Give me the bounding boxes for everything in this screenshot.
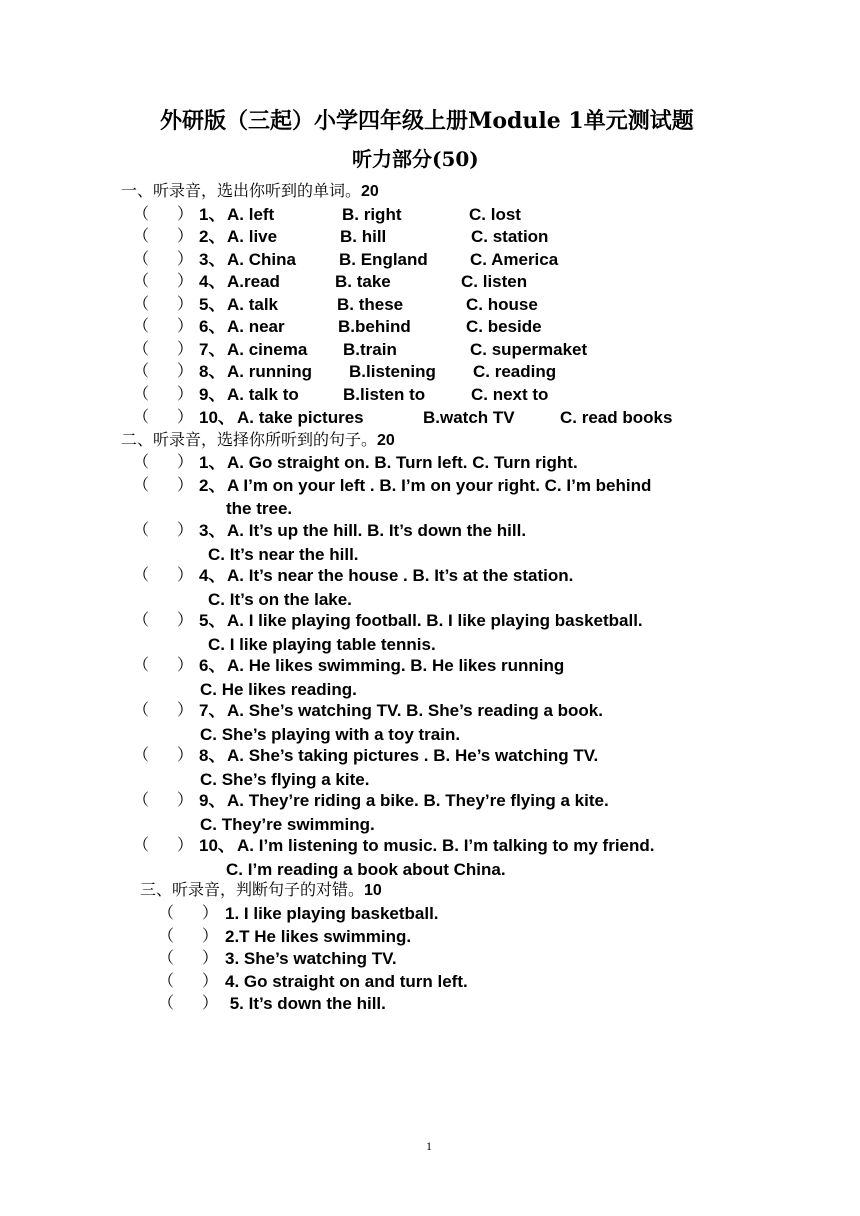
question-number: 1、 <box>199 205 226 224</box>
option-b: B. hill <box>340 227 387 246</box>
answer-paren-open: （ <box>133 316 150 335</box>
statement-text: 4. Go straight on and turn left. <box>225 972 468 991</box>
question-options-line1: A. They’re riding a bike. B. They’re flying a kite. <box>227 791 609 810</box>
answer-paren-close: ） <box>177 249 194 268</box>
question-number: 5、 <box>199 295 226 314</box>
answer-paren-close: ） <box>177 204 194 223</box>
question-options-line2: C. They’re swimming. <box>200 815 375 834</box>
question-options-line2: C. It’s near the hill. <box>208 545 359 564</box>
question-number: 2、 <box>199 476 226 495</box>
option-a: A. take pictures <box>237 408 364 427</box>
answer-paren-close: ） <box>177 384 194 403</box>
answer-paren-open: （ <box>133 271 150 290</box>
question-number: 6、 <box>199 656 226 675</box>
question-options-line1: A. It’s near the house . B. It’s at the station. <box>227 566 574 585</box>
answer-paren-close: ） <box>177 452 194 471</box>
option-c: C. listen <box>461 272 528 291</box>
question-options-line2: C. I like playing table tennis. <box>208 635 436 654</box>
answer-paren-close: ） <box>177 475 194 494</box>
question-number: 6、 <box>199 317 226 336</box>
answer-paren-open: （ <box>133 407 150 426</box>
option-a: A. China <box>227 250 296 269</box>
option-b: B.listening <box>349 362 436 381</box>
answer-paren-open: （ <box>133 610 150 629</box>
question-options-line1: A. He likes swimming. B. He likes running <box>227 656 565 675</box>
answer-paren-open: （ <box>133 745 150 764</box>
option-c: C. house <box>466 295 538 314</box>
question-number: 10、 <box>199 408 235 427</box>
option-a: A. running <box>227 362 312 381</box>
option-b: B.behind <box>338 317 411 336</box>
section-points: 20 <box>377 432 395 449</box>
section-heading-text: 三、听录音，判断句子的对错。 <box>140 880 365 899</box>
answer-paren-open: （ <box>133 361 150 380</box>
section-heading-text: 一、听录音，选出你听到的单词。 <box>121 181 362 200</box>
answer-paren-close: ） <box>202 948 219 967</box>
option-a: A. talk to <box>227 385 299 404</box>
page-subtitle: 听力部分(50) <box>352 147 479 171</box>
answer-paren-open: （ <box>158 971 175 990</box>
option-b: B.train <box>343 340 397 359</box>
answer-paren-open: （ <box>158 926 175 945</box>
question-options-line2: C. It’s on the lake. <box>208 590 352 609</box>
question-number: 8、 <box>199 362 226 381</box>
option-c: C. read books <box>560 408 673 427</box>
page-title: 外研版（三起）小学四年级上册Module 1单元测试题 <box>160 108 694 134</box>
answer-paren-close: ） <box>177 407 194 426</box>
question-options-line2: C. He likes reading. <box>200 680 357 699</box>
answer-paren-close: ） <box>177 700 194 719</box>
option-b: B. these <box>337 295 404 314</box>
option-a: A. left <box>227 205 275 224</box>
answer-paren-open: （ <box>133 655 150 674</box>
answer-paren-open: （ <box>133 452 150 471</box>
option-c: C. station <box>471 227 549 246</box>
answer-paren-close: ） <box>177 835 194 854</box>
answer-paren-open: （ <box>133 835 150 854</box>
answer-paren-close: ） <box>177 520 194 539</box>
statement-text: 3. She’s watching TV. <box>225 949 397 968</box>
option-a: A.read <box>227 272 280 291</box>
answer-paren-close: ） <box>177 271 194 290</box>
answer-paren-close: ） <box>202 903 219 922</box>
section-points: 10 <box>364 882 382 899</box>
option-b: B. right <box>342 205 402 224</box>
option-c: C. beside <box>466 317 542 336</box>
option-a: A. cinema <box>227 340 308 359</box>
answer-paren-close: ） <box>177 226 194 245</box>
answer-paren-close: ） <box>177 294 194 313</box>
answer-paren-close: ） <box>177 790 194 809</box>
answer-paren-open: （ <box>133 565 150 584</box>
answer-paren-close: ） <box>177 565 194 584</box>
question-number: 9、 <box>199 385 226 404</box>
option-b: B.watch TV <box>423 408 515 427</box>
question-options-line1: A. It’s up the hill. B. It’s down the hill. <box>227 521 527 540</box>
section-points: 20 <box>361 183 379 200</box>
answer-paren-close: ） <box>202 993 219 1012</box>
statement-text: 1. I like playing basketball. <box>225 904 439 923</box>
question-options-line1: A. She’s watching TV. B. She’s reading a book. <box>227 701 603 720</box>
statement-text: 5. It’s down the hill. <box>225 994 386 1013</box>
answer-paren-close: ） <box>177 745 194 764</box>
question-number: 8、 <box>199 746 226 765</box>
answer-paren-open: （ <box>133 249 150 268</box>
section-heading-part2 <box>121 432 395 449</box>
answer-paren-open: （ <box>158 903 175 922</box>
answer-paren-close: ） <box>202 926 219 945</box>
answer-paren-open: （ <box>133 475 150 494</box>
question-options-line2: C. She’s flying a kite. <box>200 770 370 789</box>
answer-paren-open: （ <box>133 700 150 719</box>
option-c: C. reading <box>473 362 557 381</box>
option-a: A. near <box>227 317 285 336</box>
answer-paren-open: （ <box>133 294 150 313</box>
question-number: 3、 <box>199 521 226 540</box>
answer-paren-open: （ <box>133 204 150 223</box>
answer-paren-open: （ <box>133 226 150 245</box>
option-a: A. live <box>227 227 278 246</box>
answer-paren-close: ） <box>177 610 194 629</box>
question-options-line1: A. Go straight on. B. Turn left. C. Turn right. <box>227 453 578 472</box>
answer-paren-open: （ <box>158 993 175 1012</box>
answer-paren-close: ） <box>177 339 194 358</box>
statement-text: 2.T He likes swimming. <box>225 927 412 946</box>
question-number: 2、 <box>199 227 226 246</box>
question-options-line1: A. I like playing football. B. I like playing basketball. <box>227 611 643 630</box>
question-number: 7、 <box>199 340 226 359</box>
section-heading-text: 二、听录音，选择你所听到的句子。 <box>121 430 378 449</box>
answer-paren-close: ） <box>177 316 194 335</box>
section-heading-part3 <box>140 882 382 899</box>
answer-paren-close: ） <box>177 655 194 674</box>
option-c: C. America <box>470 250 559 269</box>
option-b: B. take <box>335 272 391 291</box>
answer-paren-close: ） <box>177 361 194 380</box>
question-number: 1、 <box>199 453 226 472</box>
question-options-line1: A. She’s taking pictures . B. He’s watching TV. <box>227 746 599 765</box>
question-number: 4、 <box>199 566 226 585</box>
question-number: 9、 <box>199 791 226 810</box>
option-c: C. supermaket <box>470 340 588 359</box>
option-a: A. talk <box>227 295 279 314</box>
option-c: C. next to <box>471 385 549 404</box>
section-heading-part1 <box>121 183 379 200</box>
question-number: 10、 <box>199 836 235 855</box>
answer-paren-open: （ <box>133 790 150 809</box>
question-options-line2: C. She’s playing with a toy train. <box>200 725 461 744</box>
question-number: 5、 <box>199 611 226 630</box>
question-options-line2: the tree. <box>226 499 293 518</box>
question-number: 7、 <box>199 701 226 720</box>
question-options-line2: C. I’m reading a book about China. <box>226 860 506 879</box>
option-b: B. England <box>339 250 428 269</box>
option-b: B.listen to <box>343 385 426 404</box>
answer-paren-open: （ <box>158 948 175 967</box>
option-c: C. lost <box>469 205 521 224</box>
answer-paren-close: ） <box>202 971 219 990</box>
answer-paren-open: （ <box>133 520 150 539</box>
answer-paren-open: （ <box>133 384 150 403</box>
answer-paren-open: （ <box>133 339 150 358</box>
question-number: 3、 <box>199 250 226 269</box>
question-options-line1: A I’m on your left . B. I’m on your right. C. I’m behind <box>227 476 652 495</box>
page-number: 1 <box>426 1139 432 1153</box>
question-options-line1: A. I’m listening to music. B. I’m talking to my friend. <box>237 836 655 855</box>
question-number: 4、 <box>199 272 226 291</box>
